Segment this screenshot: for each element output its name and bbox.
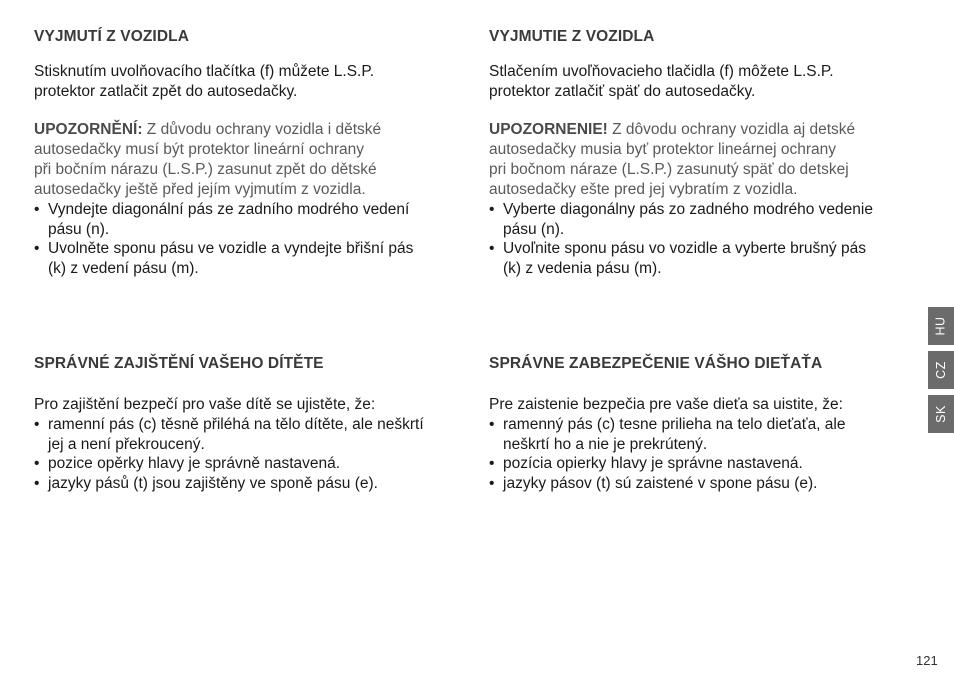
list-item: • Uvoľnite sponu pásu vo vozidle a vyberte brušný pás (k) z vedenia pásu (m). <box>489 239 919 278</box>
sk-removal-intro: Stlačením uvoľňovacieho tlačidla (f) môžete L.S.P. protektor zatlačiť späť do autosedačky. <box>489 63 834 100</box>
sk-removal-section <box>489 28 919 278</box>
cz-removal-intro: Stisknutím uvolňovacího tlačítka (f) můžete L.S.P. protektor zatlačit zpět do autosedačky. <box>34 63 375 100</box>
cz-removal-heading: VYJMUTÍ Z VOZIDLA <box>34 28 189 45</box>
sk-removal-heading: VYJMUTIE Z VOZIDLA <box>489 28 655 45</box>
sk-removal-warning: UPOZORNENIE! Z dôvodu ochrany vozidla aj detské autosedačky musia byť protektor lineárnej ochrany pri bočnom náraze (L.S.P.) zasunutý späť do detskej autosedačky ešte pred jej vybratím z vozidla. <box>489 121 856 198</box>
sk-securing-intro: Pre zaistenie bezpečia pre vaše dieťa sa uistite, že: <box>489 396 843 413</box>
sk-securing-heading: SPRÁVNE ZABEZPEČENIE VÁŠHO DIEŤAŤA <box>489 355 823 372</box>
list-item: • Vyndejte diagonální pás ze zadního modrého vedení pásu (n). <box>34 200 464 239</box>
cz-securing-section <box>34 355 464 493</box>
cz-removal-warning: UPOZORNĚNÍ: Z důvodu ochrany vozidla i dětské autosedačky musí být protektor lineární ochrany při bočním nárazu (L.S.P.) zasunut zpět do dětské autosedačky ještě před jejím vyjmutím z vozidla. <box>34 121 382 198</box>
list-item: • pozice opěrky hlavy je správně nastavená. <box>34 454 464 474</box>
list-item: • ramenný pás (c) tesne prilieha na telo dieťaťa, ale neškrtí ho a nie je prekrútený. <box>489 415 919 454</box>
list-item: • jazyky pásov (t) sú zaistené v spone pásu (e). <box>489 474 919 494</box>
cz-removal-list <box>34 200 464 278</box>
cz-securing-list <box>34 415 464 493</box>
cz-warning-label: UPOZORNĚNÍ: <box>34 121 143 138</box>
list-item: • ramenní pás (c) těsně přiléhá na tělo dítěte, ale neškrtí jej a není překroucený. <box>34 415 464 454</box>
page-number: 121 <box>916 653 938 668</box>
sk-removal-list <box>489 200 919 278</box>
tab-sk[interactable]: SK <box>928 395 954 433</box>
sk-warning-label: UPOZORNENIE! <box>489 121 608 138</box>
language-tabs <box>928 307 954 439</box>
cz-removal-section <box>34 28 464 278</box>
list-item: • Uvolněte sponu pásu ve vozidle a vyndejte břišní pás (k) z vedení pásu (m). <box>34 239 464 278</box>
list-item: • Vyberte diagonálny pás zo zadného modrého vedenie pásu (n). <box>489 200 919 239</box>
list-item: • jazyky pásů (t) jsou zajištěny ve sponě pásu (e). <box>34 474 464 494</box>
tab-cz[interactable]: CZ <box>928 351 954 389</box>
sk-securing-section <box>489 355 919 493</box>
tab-hu[interactable]: HU <box>928 307 954 345</box>
list-item: • pozícia opierky hlavy je správne nastavená. <box>489 454 919 474</box>
cz-securing-intro: Pro zajištění bezpečí pro vaše dítě se ujistěte, že: <box>34 396 376 413</box>
cz-securing-heading: SPRÁVNÉ ZAJIŠTĚNÍ VAŠEHO DÍTĚTE <box>34 355 324 372</box>
sk-securing-list <box>489 415 919 493</box>
